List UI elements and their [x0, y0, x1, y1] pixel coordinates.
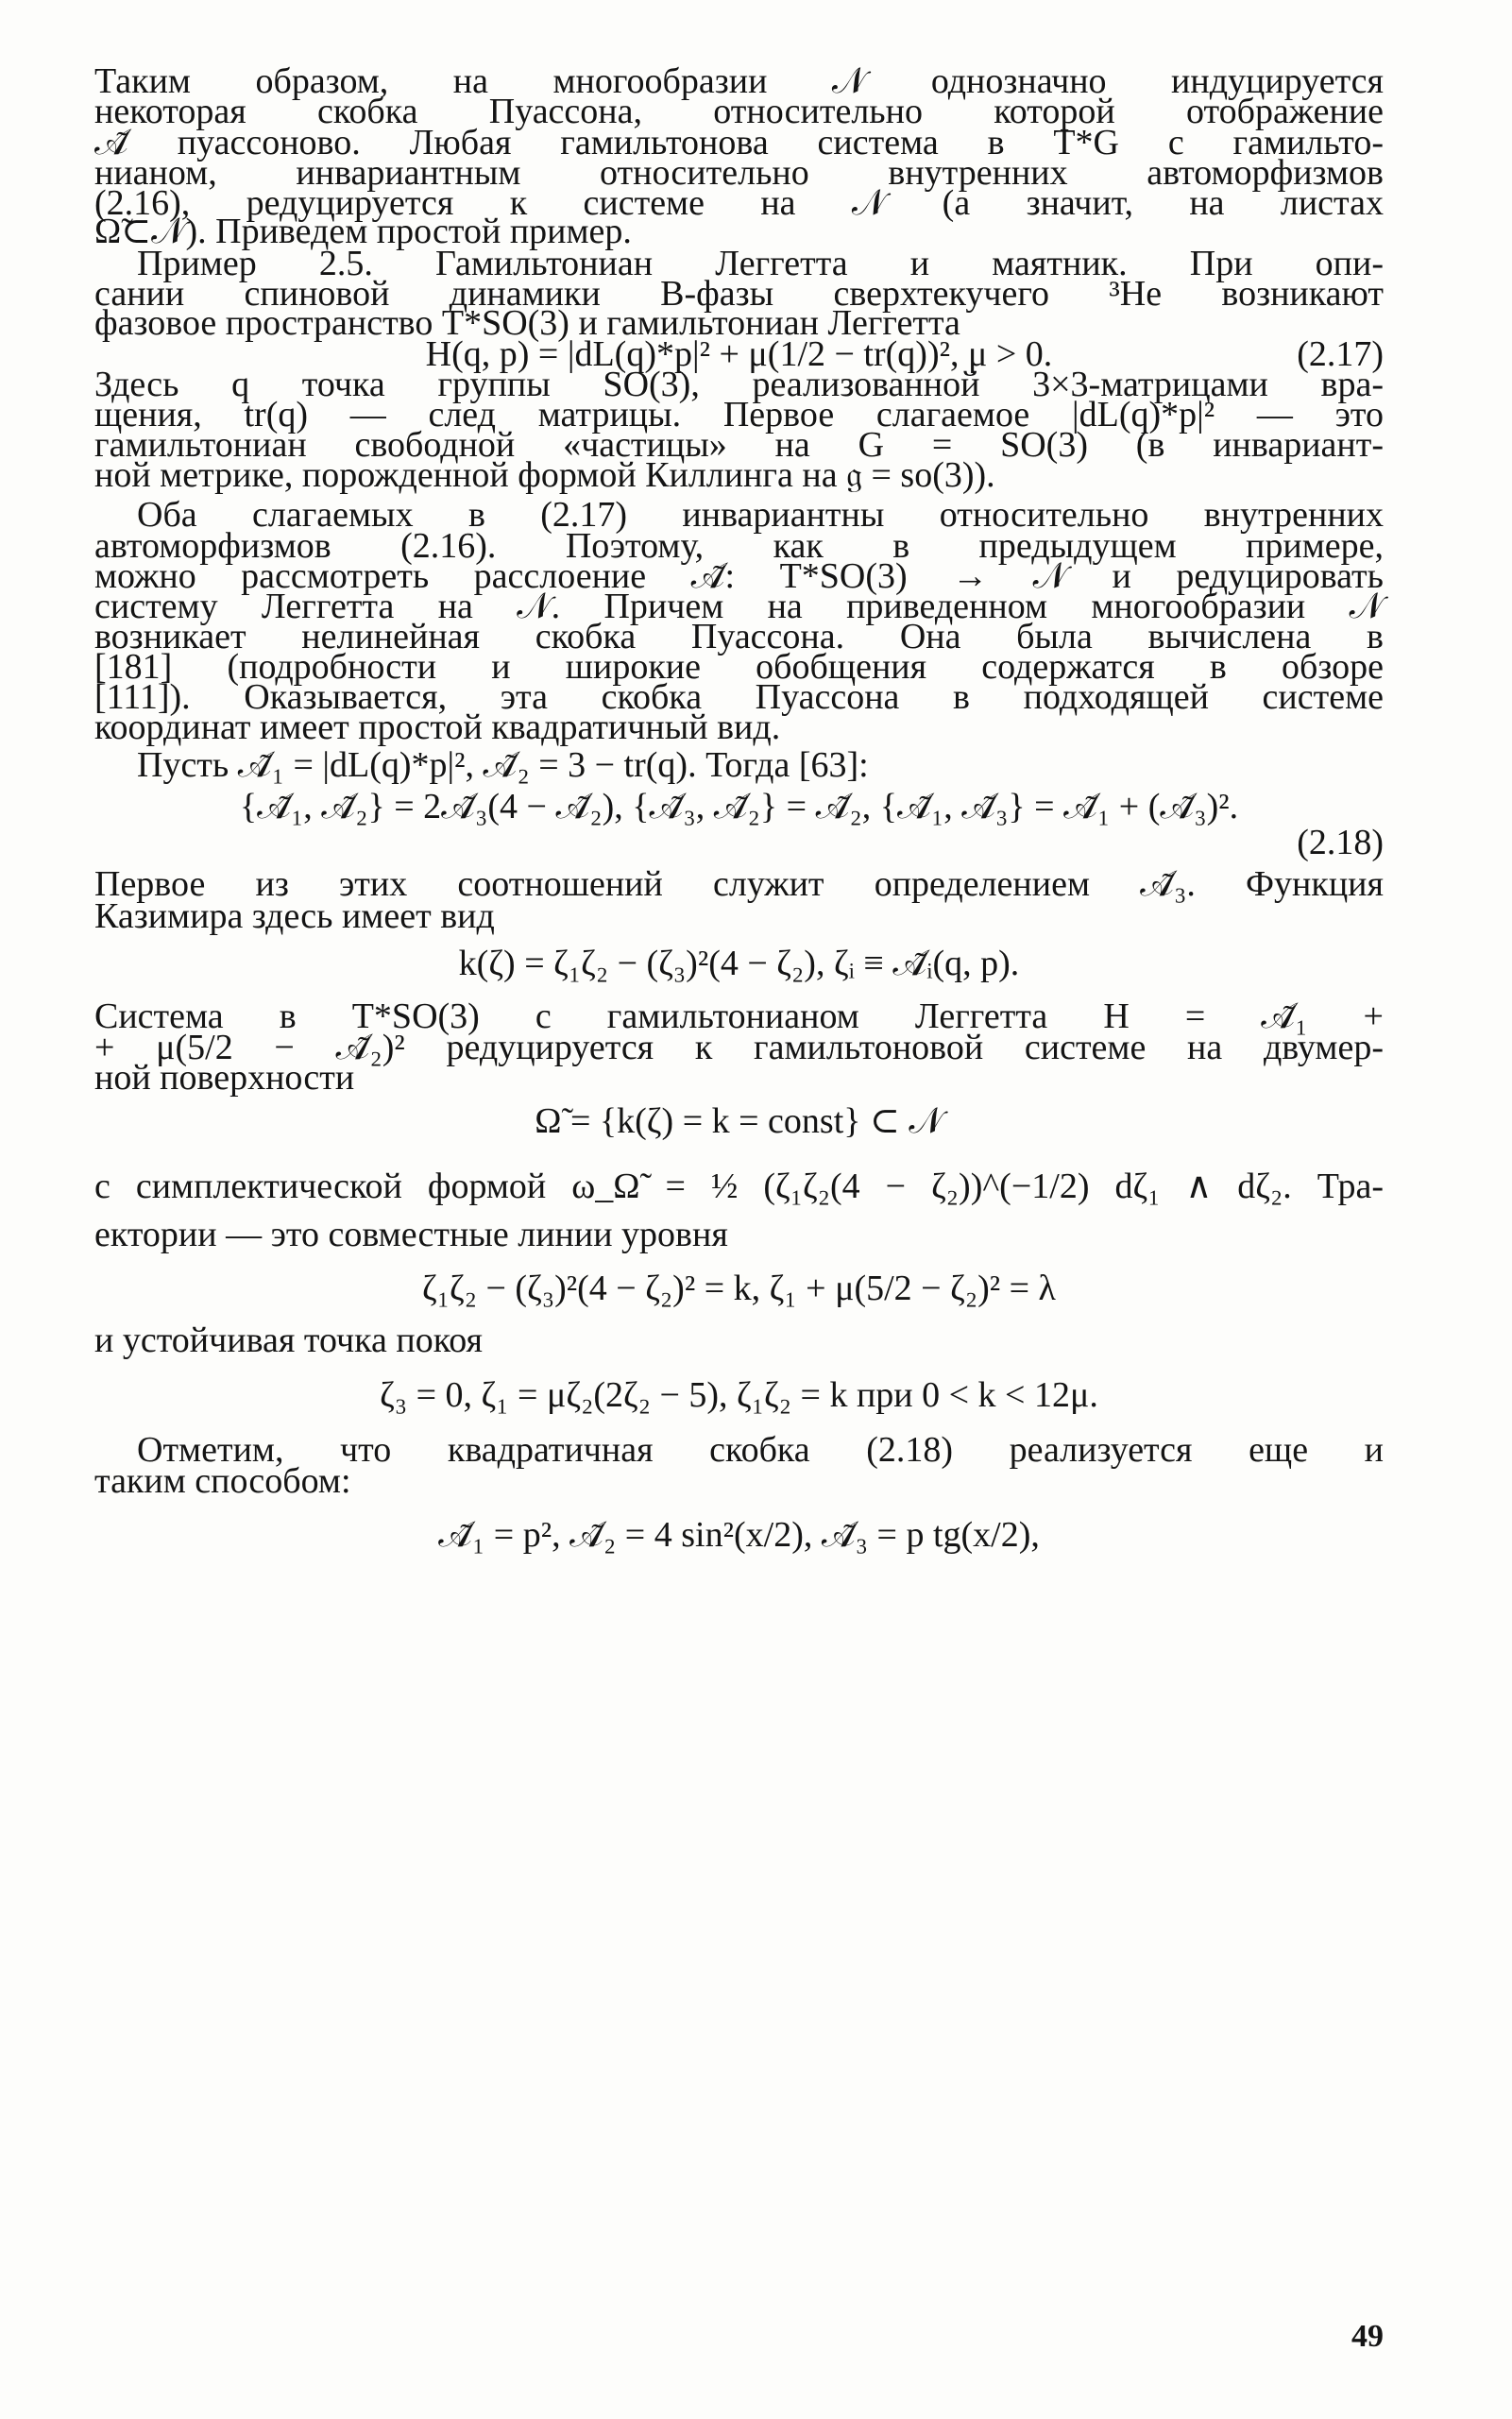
text-line: таким способом: — [94, 1461, 351, 1501]
surface-equation: Ω̃ = {k(ζ) = k = const} ⊂ 𝒩 — [535, 1101, 943, 1141]
text-line: 𝒜̃ пуассоново. Любая гамильтонова система в T*G с гамильто- — [94, 123, 1384, 162]
text-line: Первое из этих соотношений служит определением 𝒜̃₃. Функция — [94, 864, 1384, 904]
text-line: Ω̃⊂𝒩). Приведем простой пример. — [94, 212, 632, 251]
text-line: (2.16), редуцируется к системе на 𝒩 (а значит, на листах — [94, 183, 1384, 223]
text-line: ной метрике, порожденной формой Киллинга на 𝔤 = so(3)). — [94, 455, 995, 495]
text-line: Оба слагаемых в (2.17) инвариантны относительно внутренних — [137, 495, 1384, 535]
page-number: 49 — [1351, 2319, 1384, 2354]
text-line: Таким образом, на многообразии 𝒩 однозначно индуцируется — [94, 61, 1384, 101]
text-line: Отметим, что квадратичная скобка (2.18) реализуется еще и — [137, 1430, 1384, 1470]
text-line: ектории — это совместные линии уровня — [94, 1215, 728, 1254]
text-line: и устойчивая точка покоя — [94, 1320, 483, 1360]
text-line: фазовое пространство T*SO(3) и гамильтониан Леггетта — [94, 303, 960, 343]
casimir-equation: k(ζ) = ζ₁ζ₂ − (ζ₃)²(4 − ζ₂), ζᵢ ≡ 𝒜̃ᵢ(q, p). — [458, 944, 1020, 983]
text-line: [181] (подробности и широкие обобщения содержатся в обзоре — [94, 647, 1384, 687]
text-line: Казимира здесь имеет вид — [94, 896, 495, 936]
text-line: нианом, инвариантным относительно внутренних автоморфизмов — [94, 153, 1384, 193]
equation-number: (2.18) — [1297, 823, 1384, 862]
text-line: щения, tr(q) — след матрицы. Первое слагаемое |dL(q)*p|² — это — [94, 395, 1384, 434]
text-line: ной поверхности — [94, 1058, 355, 1098]
equation-number: (2.17) — [1297, 334, 1384, 374]
text-line: Система в T*SO(3) с гамильтонианом Леггетта H = 𝒜̃₁ + — [94, 997, 1384, 1036]
text-line: Здесь q точка группы SO(3), реализованной 3×3-матрицами вра- — [94, 365, 1384, 404]
text-line: координат имеет простой квадратичный вид. — [94, 707, 781, 747]
text-line: некоторая скобка Пуассона, относительно которой отображение — [94, 92, 1384, 131]
example-heading-line: Пример 2.5. Гамильтониан Леггетта и маятник. При опи- — [137, 244, 1384, 283]
level-lines-equation: ζ₁ζ₂ − (ζ₃)²(4 − ζ₂)² = k, ζ₁ + μ(5/2 − ζ₂)² = λ — [422, 1269, 1056, 1308]
text-line: [111]). Оказывается, эта скобка Пуассона в подходящей системе — [94, 677, 1384, 717]
text-line: возникает нелинейная скобка Пуассона. Она была вычислена в — [94, 617, 1384, 656]
rest-point-equation: ζ₃ = 0, ζ₁ = μζ₂(2ζ₂ − 5), ζ₁ζ₂ = k при 0 < k < 12μ. — [380, 1375, 1098, 1415]
text-line: с симплектической формой ω_Ω̃ = ½ (ζ₁ζ₂(4 − ζ₂))^(−1/2) dζ₁ ∧ dζ₂. Тра- — [94, 1167, 1384, 1206]
text-line: систему Леггетта на 𝒩. Причем на приведенном многообразии 𝒩 — [94, 587, 1384, 626]
realization-equation: 𝒜̃₁ = p², 𝒜̃₂ = 4 sin²(x/2), 𝒜̃₃ = p tg(x/2), — [438, 1515, 1040, 1555]
equation-body: H(q, p) = |dL(q)*p|² + μ(1/2 − tr(q))², μ > 0. — [425, 334, 1053, 374]
text-line: сании спиновой динамики B-фазы сверхтекучего ³He возникают — [94, 274, 1384, 314]
text-line: гамильтониан свободной «частицы» на G = SO(3) (в инвариант- — [94, 425, 1384, 465]
equation-body: {𝒜̃₁, 𝒜̃₂} = 2𝒜̃₃(4 − 𝒜̃₂), {𝒜̃₃, 𝒜̃₂} = 𝒜̃₂, {𝒜̃₁, 𝒜̃₃} = 𝒜̃₁ + (𝒜̃₃)². — [239, 787, 1239, 826]
text-line: можно рассмотреть расслоение 𝒜̃: T*SO(3) → 𝒩 и редуцировать — [94, 556, 1384, 596]
text-line: автоморфизмов (2.16). Поэтому, как в предыдущем примере, — [94, 526, 1384, 566]
text-line: + μ(5/2 − 𝒜̃₂)² редуцируется к гамильтоновой системе на двумер- — [94, 1028, 1384, 1067]
text-line: Пусть 𝒜̃₁ = |dL(q)*p|², 𝒜̃₂ = 3 − tr(q). Тогда [63]: — [137, 745, 869, 785]
